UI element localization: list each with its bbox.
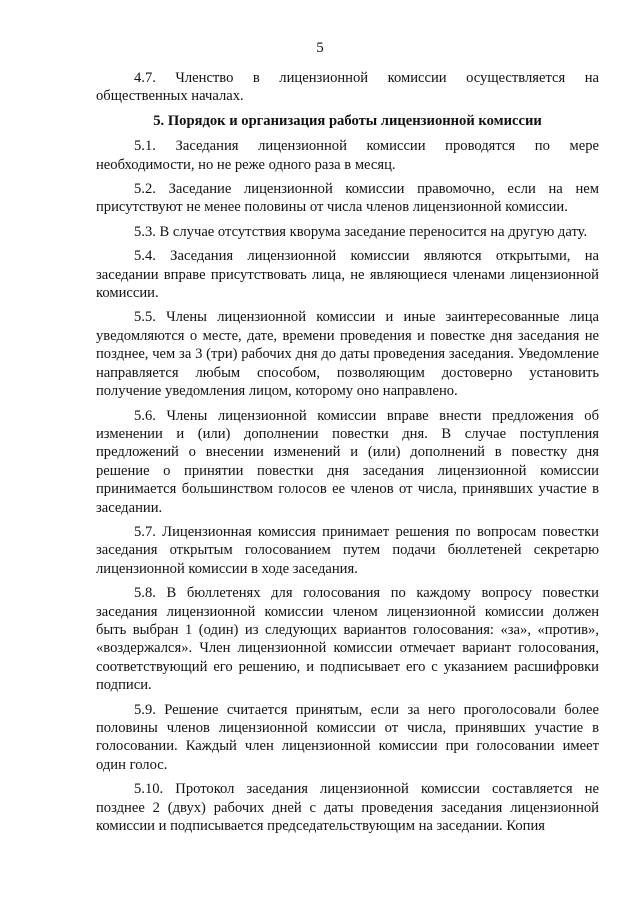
paragraph-5-4: 5.4. Заседания лицензионной комиссии являются открытыми, на заседании вправе присутствовать лица, не являющиеся членами лицензионной комиссии. bbox=[96, 248, 599, 302]
paragraph-5-6: 5.6. Члены лицензионной комиссии вправе внести предложения об изменении и (или) дополнении повестки дня. В случае поступления предложений о внесении изменений и (или) дополнений в повестку дня решение о принятии повестки дня заседания лицензионной комиссии принимается большинством голосов ее членов от числа, принявших участие в заседании. bbox=[96, 407, 599, 516]
paragraph-4-7: 4.7. Членство в лицензионной комиссии осуществляется на общественных началах. bbox=[96, 70, 599, 105]
paragraph-5-8: 5.8. В бюллетенях для голосования по каждому вопросу повестки заседания лицензионной комиссии членом лицензионной комиссии должен быть выбран 1 (один) из следующих вариантов голосования: «за», «против», «воздержался». Член лицензионной комиссии отмечает вариант голосования, соответствующий его решению, и подписывает его с указанием расшифровки подписи. bbox=[96, 585, 599, 694]
paragraph-5-10: 5.10. Протокол заседания лицензионной комиссии составляется не позднее 2 (двух) рабочих дней с даты проведения заседания лицензионной комиссии и подписывается председательствующим на заседании. Копия bbox=[96, 781, 599, 835]
paragraph-5-7: 5.7. Лицензионная комиссия принимает решения по вопросам повестки заседания открытым голосованием путем подачи бюллетеней секретарю лицензионной комиссии в ходе заседания. bbox=[96, 523, 599, 577]
document-body bbox=[96, 69, 599, 841]
paragraph-5-5: 5.5. Члены лицензионной комиссии и иные заинтересованные лица уведомляются о месте, дате, времени проведения и повестке дня заседания не позднее, чем за 3 (три) рабочих дня до даты проведения заседания. Уведомление направляется любым способом, позволяющим достоверно установить получение уведомления лицом, которому оно направлено. bbox=[96, 309, 599, 400]
page-number: 5 bbox=[316, 40, 324, 56]
paragraph-5-1: 5.1. Заседания лицензионной комиссии проводятся по мере необходимости, но не реже одного раза в месяц. bbox=[96, 138, 599, 173]
section-heading: 5. Порядок и организация работы лицензионной комиссии bbox=[153, 112, 542, 129]
paragraph-5-2: 5.2. Заседание лицензионной комиссии правомочно, если на нем присутствуют не менее половины от числа членов лицензионной комиссии. bbox=[96, 181, 599, 216]
paragraph-5-3: 5.3. В случае отсутствия кворума заседание переносится на другую дату. bbox=[134, 223, 588, 240]
paragraph-5-9: 5.9. Решение считается принятым, если за него проголосовали более половины членов лицензионной комиссии от числа, принявших участие в голосовании. Каждый член лицензионной комиссии при голосовании имеет один голос. bbox=[96, 701, 599, 773]
